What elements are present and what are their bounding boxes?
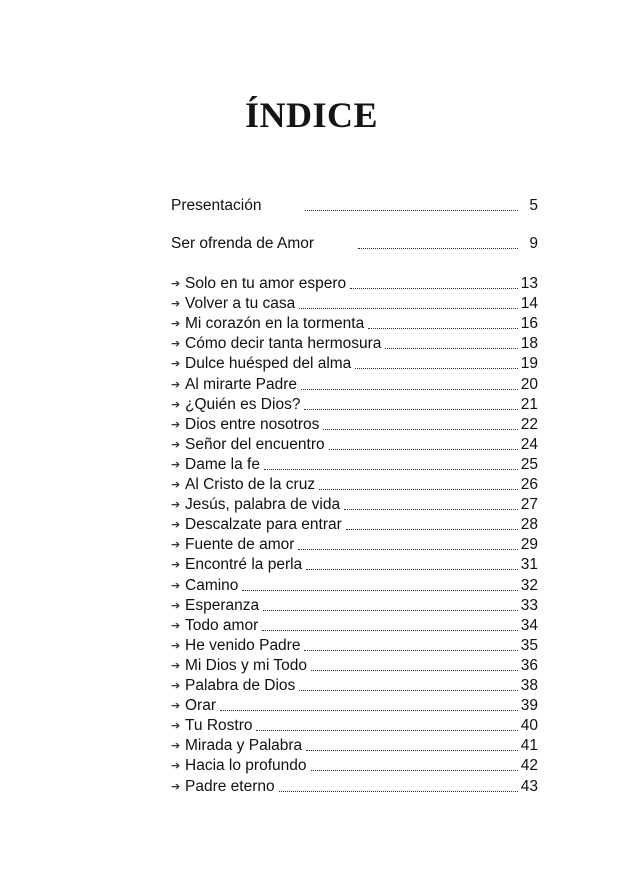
arrow-right-icon: ➔ <box>171 458 181 471</box>
toc-entry <box>171 616 538 636</box>
dot-leader <box>242 590 518 591</box>
toc-entry-label: Padre eterno <box>185 777 275 795</box>
toc-entry-label: Dios entre nosotros <box>185 415 320 433</box>
toc-page-number: 40 <box>520 717 538 735</box>
toc-entry-label: Palabra de Dios <box>185 677 296 694</box>
arrow-right-icon: ➔ <box>171 740 181 753</box>
toc-entry-label: Dame la fe <box>185 455 260 473</box>
arrow-right-icon: ➔ <box>171 519 181 532</box>
dot-leader <box>355 368 518 369</box>
dot-leader <box>299 308 518 309</box>
dot-leader <box>319 489 518 490</box>
dot-leader <box>329 449 518 450</box>
arrow-right-icon: ➔ <box>171 599 181 612</box>
arrow-right-icon: ➔ <box>171 378 181 391</box>
dot-leader <box>368 328 518 329</box>
toc-entry-label: Volver a tu casa <box>185 295 296 313</box>
toc-page-number: 38 <box>520 677 538 694</box>
toc-page-number: 19 <box>520 355 538 373</box>
toc-entry <box>171 334 538 354</box>
toc-entry-label: Mi corazón en la tormenta <box>185 315 365 333</box>
toc-entry-label: Camino <box>185 576 239 594</box>
arrow-right-icon: ➔ <box>171 479 181 491</box>
page-title: ÍNDICE <box>244 95 379 135</box>
toc-page-number: 43 <box>520 777 538 795</box>
toc-entry-label: Descalzate para entrar <box>185 516 342 534</box>
dot-leader <box>323 429 518 430</box>
toc-page-number: 35 <box>520 636 538 654</box>
toc-entry <box>171 455 538 475</box>
toc-entry <box>171 555 538 575</box>
toc-entry-label: Al mirarte Padre <box>185 375 297 393</box>
toc-entry-label: Cómo decir tanta hermosura <box>185 335 382 353</box>
arrow-right-icon: ➔ <box>171 579 181 592</box>
arrow-right-icon: ➔ <box>171 438 181 451</box>
toc-page-number: 22 <box>520 415 538 433</box>
toc-entry-label: Encontré la perla <box>185 556 303 574</box>
toc-entry-label: ¿Quién es Dios? <box>185 395 301 413</box>
toc-page-number: 26 <box>520 476 538 493</box>
arrow-right-icon: ➔ <box>171 619 181 632</box>
dot-leader <box>344 509 518 510</box>
toc-page-number: 16 <box>520 315 538 333</box>
arrow-right-icon: ➔ <box>171 760 181 773</box>
toc-entry <box>171 294 538 314</box>
toc-entry <box>171 777 538 797</box>
arrow-right-icon: ➔ <box>171 659 181 672</box>
toc-entry <box>171 274 538 294</box>
arrow-right-icon: ➔ <box>171 700 181 713</box>
toc-entry <box>171 716 538 736</box>
toc-page-number: 39 <box>520 697 538 715</box>
dot-leader <box>264 469 518 470</box>
dot-leader <box>306 750 518 751</box>
toc-entry <box>171 676 538 696</box>
toc-entry-label: Orar <box>185 697 216 715</box>
toc-entry-label: Mirada y Palabra <box>185 737 303 755</box>
toc-main-entry <box>171 196 538 216</box>
dot-leader <box>350 288 518 289</box>
toc-entry <box>171 375 538 395</box>
arrow-right-icon: ➔ <box>171 559 181 572</box>
toc-entry-label: He venido Padre <box>185 636 301 654</box>
dot-leader <box>304 650 518 651</box>
toc-entry-label: Solo en tu amor espero <box>185 275 347 292</box>
toc-page-number: 41 <box>520 737 538 755</box>
toc-entry-label: Dulce huésped del alma <box>185 355 352 373</box>
arrow-right-icon: ➔ <box>171 539 181 552</box>
toc-entry-label: Tu Rostro <box>185 717 253 735</box>
toc-entry-label: Esperanza <box>185 596 260 614</box>
dot-leader <box>263 610 518 611</box>
dot-leader <box>262 630 518 631</box>
arrow-right-icon: ➔ <box>171 639 181 652</box>
toc-entry-label: Al Cristo de la cruz <box>185 476 316 493</box>
toc-entry-label: Fuente de amor <box>185 536 295 554</box>
toc-page-number: 31 <box>520 556 538 574</box>
arrow-right-icon: ➔ <box>171 418 181 431</box>
toc-page-number: 28 <box>520 516 538 534</box>
toc-entry <box>171 636 538 656</box>
toc-entry-label: Mi Dios y mi Todo <box>185 656 308 674</box>
toc-page-number: 5 <box>529 197 538 214</box>
toc-entry <box>171 736 538 756</box>
arrow-right-icon: ➔ <box>171 680 181 692</box>
toc-page-number: 21 <box>520 395 538 413</box>
dot-leader <box>358 248 518 249</box>
toc-entry-label: Hacia lo profundo <box>185 757 307 775</box>
toc-entry <box>171 515 538 535</box>
dot-leader <box>311 770 519 771</box>
toc-entry-label: Ser ofrenda de Amor <box>171 235 315 252</box>
toc-entry-label: Presentación <box>171 197 262 214</box>
toc-entry <box>171 576 538 596</box>
toc-entry-label: Todo amor <box>185 616 259 634</box>
dot-leader <box>279 791 518 792</box>
dot-leader <box>305 210 518 211</box>
arrow-right-icon: ➔ <box>171 278 181 290</box>
toc-page-number: 24 <box>520 435 538 453</box>
toc-entry <box>171 656 538 676</box>
arrow-right-icon: ➔ <box>171 298 181 311</box>
toc-page-number: 34 <box>520 616 538 634</box>
dot-leader <box>301 389 518 390</box>
toc-entry-label: Jesús, palabra de vida <box>185 496 341 514</box>
toc-page-number: 20 <box>520 375 538 393</box>
toc-page-number: 42 <box>520 757 538 775</box>
dot-leader <box>385 348 518 349</box>
toc-entry <box>171 314 538 334</box>
dot-leader <box>256 730 518 731</box>
arrow-right-icon: ➔ <box>171 398 181 411</box>
dot-leader <box>299 690 518 691</box>
toc-page-number: 36 <box>520 656 538 674</box>
toc-entry <box>171 596 538 616</box>
toc-entry <box>171 395 538 415</box>
arrow-right-icon: ➔ <box>171 338 181 351</box>
toc-page-number: 25 <box>520 455 538 473</box>
toc-entry <box>171 435 538 455</box>
toc-entry <box>171 756 538 776</box>
toc-entry <box>171 354 538 374</box>
toc-page-number: 18 <box>520 335 538 353</box>
toc-page-number: 14 <box>520 295 538 313</box>
toc-entry <box>171 475 538 495</box>
dot-leader <box>306 569 518 570</box>
arrow-right-icon: ➔ <box>171 318 181 331</box>
toc-main-entry <box>171 234 538 254</box>
arrow-right-icon: ➔ <box>171 720 181 733</box>
toc-page-number: 29 <box>520 536 538 554</box>
dot-leader <box>304 409 518 410</box>
dot-leader <box>220 710 518 711</box>
toc-page-number: 32 <box>520 576 538 594</box>
toc-entry <box>171 696 538 716</box>
dot-leader <box>311 670 518 671</box>
toc-entry <box>171 495 538 515</box>
toc-entry <box>171 535 538 555</box>
arrow-right-icon: ➔ <box>171 780 181 793</box>
arrow-right-icon: ➔ <box>171 499 181 512</box>
dot-leader <box>298 549 518 550</box>
arrow-right-icon: ➔ <box>171 358 181 371</box>
toc-page-number: 27 <box>520 496 538 514</box>
toc-page-number: 33 <box>520 596 538 614</box>
toc-page-number: 13 <box>520 275 538 292</box>
dot-leader <box>346 529 518 530</box>
toc-entry-label: Señor del encuentro <box>185 435 325 453</box>
toc-entry <box>171 415 538 435</box>
toc-page-number: 9 <box>529 235 538 252</box>
